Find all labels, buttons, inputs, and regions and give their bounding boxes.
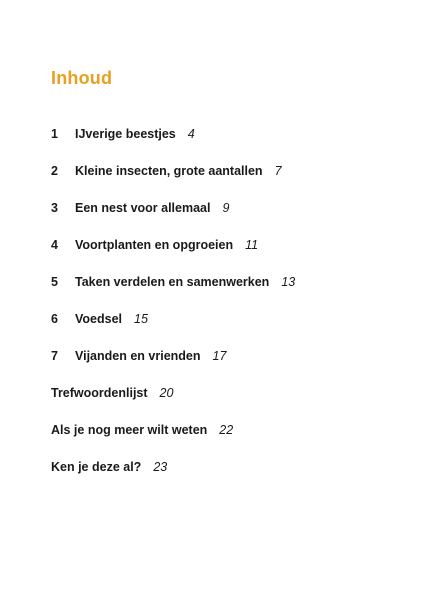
toc-number: 2 [51, 164, 58, 178]
toc-page-number: 9 [222, 201, 230, 215]
toc-number: 3 [51, 201, 58, 215]
toc-page-number: 23 [153, 460, 168, 474]
table-of-contents [51, 125, 411, 495]
toc-label: Ken je deze al? [51, 460, 142, 474]
toc-label: Taken verdelen en samenwerken [75, 275, 270, 289]
toc-entry-4 [51, 236, 411, 273]
toc-label: Kleine insecten, grote aantallen [75, 164, 263, 178]
toc-page-number: 4 [187, 127, 195, 141]
toc-number: 4 [51, 238, 58, 252]
toc-entry-5 [51, 273, 411, 310]
toc-page-number: 17 [212, 349, 227, 363]
toc-label: Een nest voor allemaal [75, 201, 211, 215]
toc-entry-1 [51, 125, 411, 162]
toc-page-number: 13 [281, 275, 296, 289]
toc-page-number: 15 [134, 312, 148, 326]
page-title: Inhoud [51, 68, 113, 88]
toc-label: Als je nog meer wilt weten [51, 423, 208, 437]
toc-page-number: 20 [159, 386, 174, 400]
toc-entry-quiz [51, 458, 411, 495]
toc-page-number: 7 [274, 164, 282, 178]
toc-label: Trefwoordenlijst [51, 386, 148, 400]
toc-number: 6 [51, 312, 58, 326]
toc-entry-index [51, 384, 411, 421]
toc-entry-more-info [51, 421, 411, 458]
toc-label: Vijanden en vrienden [75, 349, 201, 363]
toc-entry-6 [51, 310, 411, 347]
toc-number: 1 [51, 127, 58, 141]
toc-page-number: 22 [219, 423, 234, 437]
toc-entry-3 [51, 199, 411, 236]
toc-label: IJverige beestjes [75, 127, 176, 141]
toc-entry-2 [51, 162, 411, 199]
toc-number: 7 [51, 349, 58, 363]
toc-entry-7 [51, 347, 411, 384]
toc-label: Voortplanten en opgroeien [75, 238, 234, 252]
toc-page-number: 11 [245, 238, 259, 252]
toc-number: 5 [51, 275, 58, 289]
toc-label: Voedsel [75, 312, 123, 326]
